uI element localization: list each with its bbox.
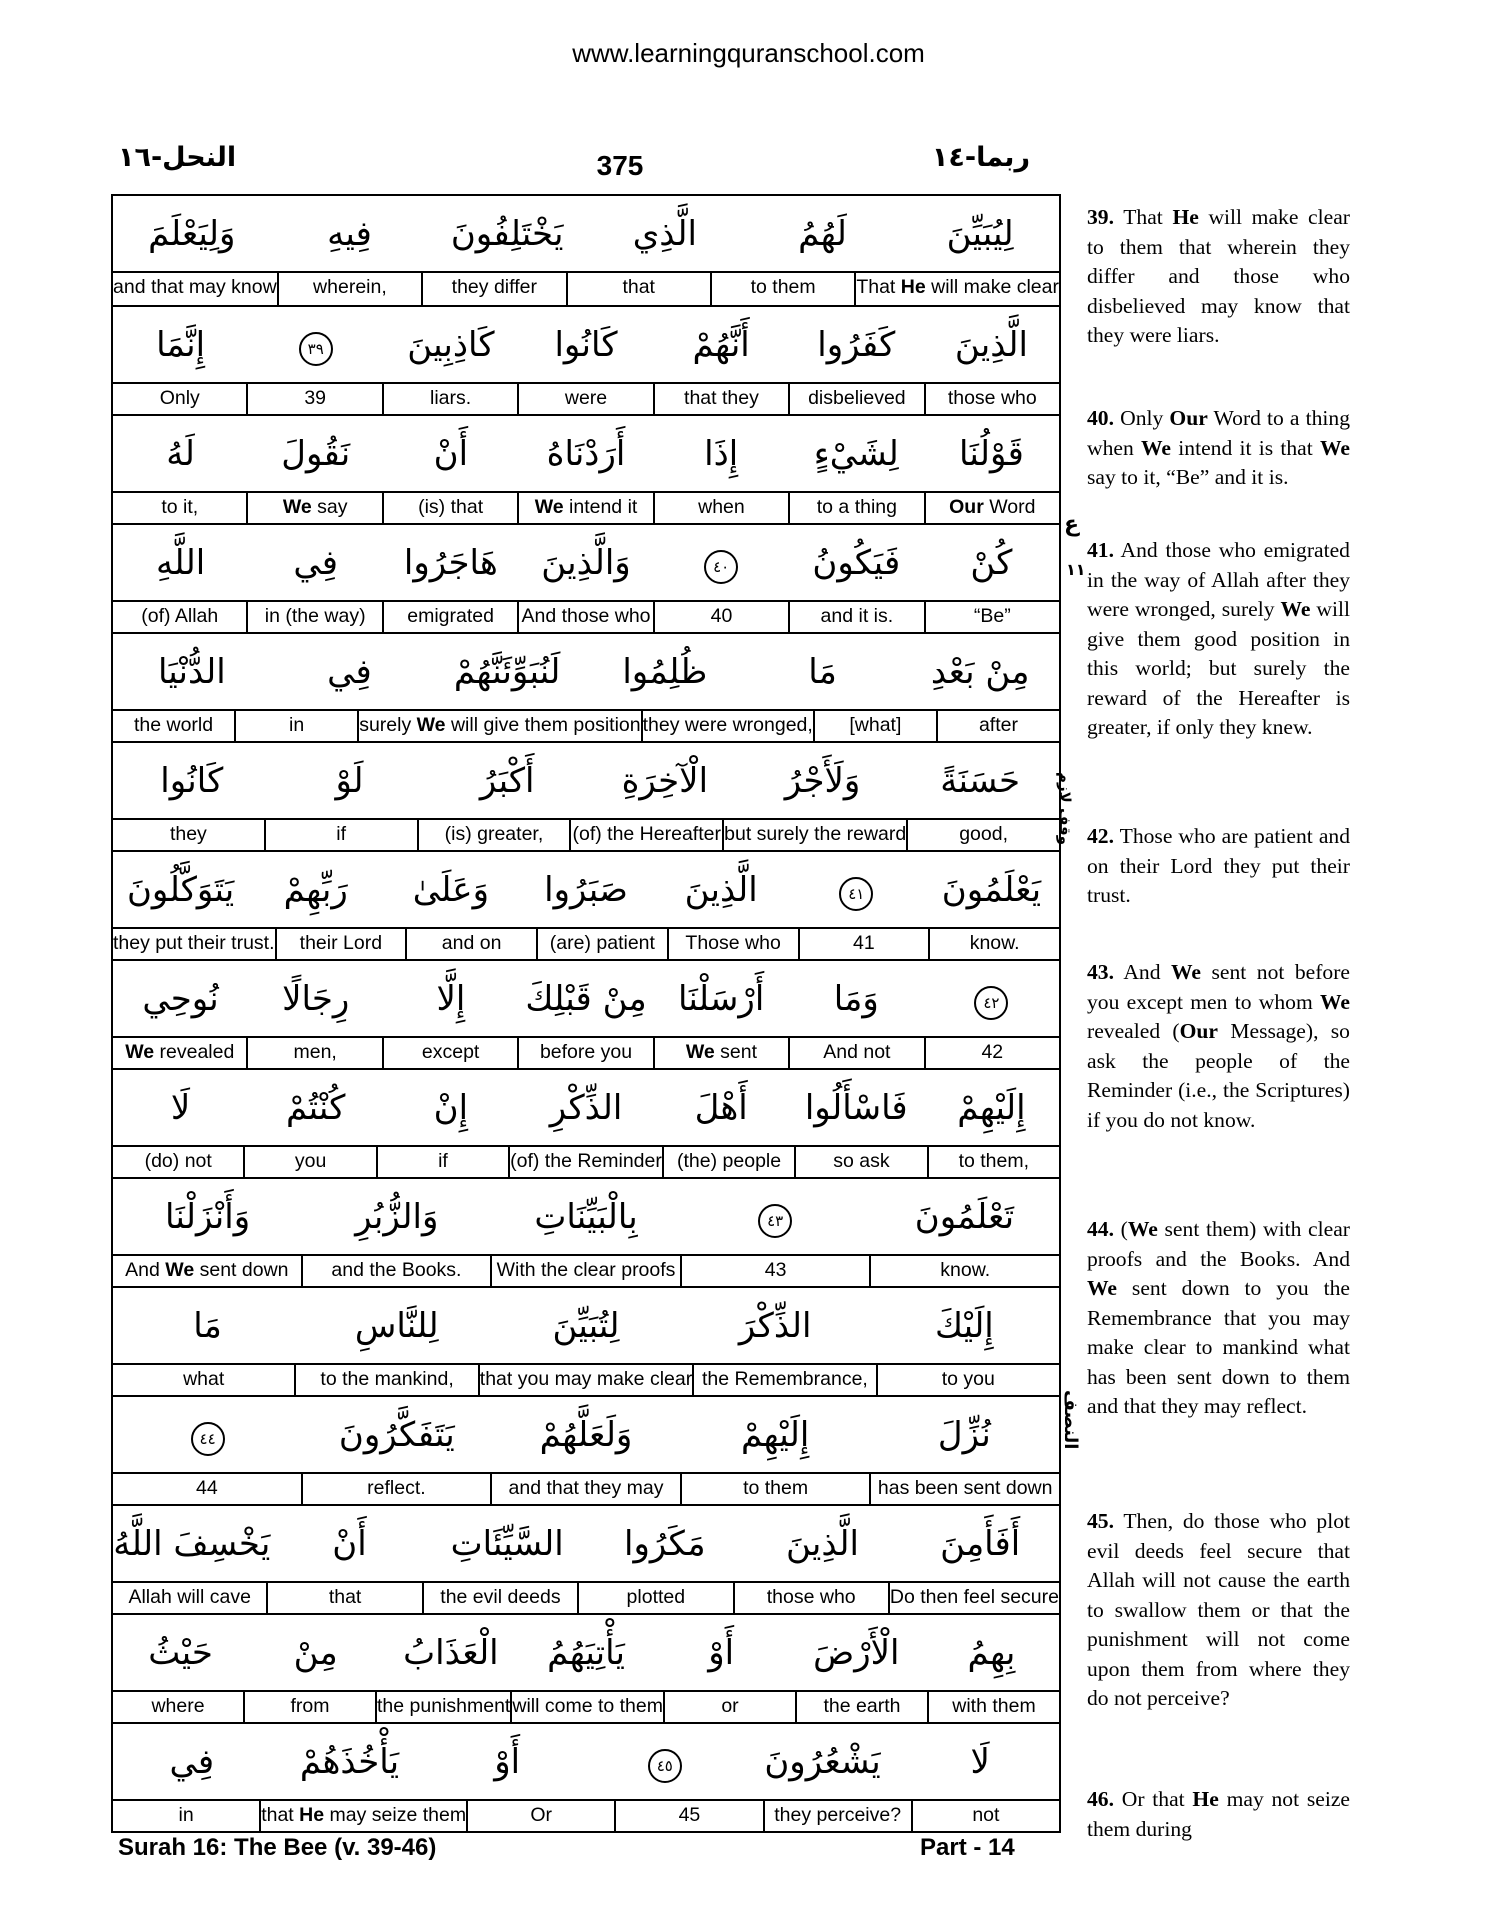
english-gloss-cell: not: [911, 1801, 1059, 1831]
arabic-word: فِي: [169, 1741, 215, 1782]
verse-number-marker: [681, 1195, 870, 1238]
english-gloss-cell: they: [169, 823, 207, 845]
english-gloss-cell: and that may know: [113, 276, 277, 298]
arabic-line: [113, 525, 1059, 602]
english-gloss-cell: that you may make clear: [478, 1365, 692, 1395]
verse-number: 39.: [1087, 205, 1114, 229]
verse-number-marker: [924, 977, 1059, 1020]
english-gloss-cell: to it,: [161, 496, 199, 518]
arabic-word: الَّذِينَ: [785, 1523, 859, 1564]
english-gloss-cell: so ask: [794, 1147, 926, 1177]
english-gloss-cell: those who: [924, 384, 1059, 414]
arabic-word: كَاذِبِينَ: [407, 324, 495, 365]
english-gloss-cell: their Lord: [275, 929, 406, 959]
english-gloss-cell: plotted: [577, 1583, 732, 1613]
arabic-word: وَلَعَلَّهُمْ: [539, 1414, 633, 1455]
english-gloss-cell: We revealed: [125, 1041, 235, 1063]
english-gloss-cell: (the) people: [662, 1147, 794, 1177]
english-gloss-line: [113, 711, 1059, 741]
arabic-word: مِنْ: [293, 1632, 338, 1673]
arabic-word: نُوحِي: [142, 978, 219, 1019]
english-gloss-cell: (do) not: [144, 1150, 212, 1172]
english-gloss-line: [113, 273, 1059, 305]
verse-end-circle: ٣٩: [299, 332, 333, 366]
english-gloss-cell: surely We will give them position: [357, 711, 640, 741]
arabic-word: بِهِمُ: [967, 1632, 1016, 1673]
english-gloss-cell: the punishment: [375, 1692, 510, 1722]
verse-number-marker: [113, 1413, 302, 1456]
arabic-word: الذِّكْرَ: [738, 1305, 812, 1346]
arabic-word: لَوْ: [335, 760, 364, 801]
verse-row: [113, 632, 1059, 741]
arabic-word: الذِّكْرِ: [549, 1087, 623, 1128]
arabic-word: فَيَكُونُ: [812, 542, 901, 583]
arabic-line: [113, 1288, 1059, 1365]
english-gloss-cell: (of) Allah: [141, 605, 219, 627]
translation-text: Or that He may not seize them during: [1087, 1787, 1350, 1841]
english-gloss-cell: the Remembrance,: [692, 1365, 875, 1395]
arabic-word: إِلَّا: [436, 978, 466, 1019]
translation-text: And those who emigrated in the way of Allah after they were wronged, surely We will give them good position in this world; but surely the reward of the Hereafter is greater, if only they knew.: [1087, 538, 1350, 739]
ruku-numbers: ١١: [1066, 560, 1086, 579]
arabic-word: لَنُبَوِّئَنَّهُمْ: [453, 651, 561, 692]
english-gloss-cell: they put their trust.: [113, 932, 275, 954]
arabic-word: رَبِّهِمْ: [283, 869, 348, 910]
arabic-word: يَخْتَلِفُونَ: [450, 213, 564, 254]
arabic-word: ظُلِمُوا: [622, 651, 708, 692]
arabic-word: أَهْلَ: [694, 1087, 748, 1128]
english-gloss-cell: that they: [653, 384, 788, 414]
translation-paragraph: [1087, 958, 1350, 1135]
english-gloss-cell: (is) greater,: [417, 820, 570, 850]
english-gloss-cell: disbelieved: [788, 384, 923, 414]
nisf-mark: النصف: [1060, 1390, 1081, 1450]
verse-number: 45.: [1087, 1509, 1114, 1533]
arabic-line: [113, 1615, 1059, 1692]
english-gloss-cell: or: [663, 1692, 795, 1722]
arabic-word: وَالزُّبُرِ: [355, 1196, 439, 1237]
english-gloss-cell: if: [264, 820, 417, 850]
english-gloss-cell: And those who: [517, 602, 652, 632]
verse-row: [113, 1286, 1059, 1395]
translation-text: And We sent not before you except men to whom We revealed (Our Message), so ask the people of the Reminder (i.e., the Scriptures) if you do not know.: [1087, 960, 1350, 1132]
english-gloss-line: [113, 1256, 1059, 1286]
arabic-word: لِتُبَيِّنَ: [552, 1305, 620, 1346]
english-gloss-cell: (of) the Hereafter: [569, 820, 722, 850]
arabic-word: اللَّهِ: [155, 542, 206, 583]
translation-paragraph: [1087, 1507, 1350, 1714]
arabic-word: الدُّنْيَا: [157, 651, 226, 692]
english-gloss-cell: in: [178, 1804, 194, 1826]
english-gloss-line: [113, 820, 1059, 850]
arabic-word: مِنْ بَعْدِ: [930, 651, 1030, 692]
arabic-line: [113, 1179, 1059, 1256]
verse-number: 42.: [1087, 824, 1114, 848]
verse-number: 41.: [1087, 538, 1114, 562]
english-gloss-cell: know.: [928, 929, 1059, 959]
arabic-word: يَخْسِفَ اللَّهُ: [113, 1523, 271, 1564]
english-gloss-cell: 44: [195, 1477, 218, 1499]
arabic-line: [113, 743, 1059, 820]
arabic-word: وَمَا: [833, 978, 879, 1019]
arabic-word: أَوْ: [708, 1632, 735, 1673]
verse-row: [113, 1068, 1059, 1177]
translation-text: Those who are patient and on their Lord they put their trust.: [1087, 824, 1350, 907]
english-gloss-line: [113, 1365, 1059, 1395]
footer-surah-title: Surah 16: The Bee (v. 39-46): [118, 1834, 437, 1861]
verse-row: [113, 1177, 1059, 1286]
arabic-word: الَّذِي: [632, 213, 697, 254]
english-gloss-cell: they differ: [421, 273, 565, 305]
arabic-word: صَبَرُوا: [544, 869, 628, 910]
verse-row: [113, 1504, 1059, 1613]
arabic-word: تَعْلَمُونَ: [914, 1196, 1015, 1237]
english-gloss-line: [113, 602, 1059, 632]
arabic-word: إِلَيْهِمْ: [957, 1087, 1026, 1128]
translation-text: (We sent them) with clear proofs and the Books. And We sent down to you the Remembrance that you may make clear to mankind what has been sent down to them and that they may reflect.: [1087, 1217, 1350, 1418]
arabic-word: لِلنَّاسِ: [354, 1305, 439, 1346]
verse-end-circle: ٤٣: [758, 1204, 792, 1238]
english-gloss-cell: to the mankind,: [294, 1365, 477, 1395]
english-gloss-cell: before you: [517, 1038, 652, 1068]
arabic-line: [113, 196, 1059, 273]
english-gloss-cell: in: [234, 711, 357, 741]
english-gloss-cell: they were wronged,: [641, 711, 813, 741]
english-gloss-cell: were: [517, 384, 652, 414]
arabic-word: مَا: [193, 1305, 222, 1346]
arabic-word: يَتَفَكَّرُونَ: [338, 1414, 455, 1455]
verse-number: 40.: [1087, 406, 1114, 430]
arabic-word: إِلَيْكَ: [935, 1305, 994, 1346]
english-gloss-cell: what: [183, 1368, 225, 1390]
footer-part: Part - 14: [920, 1834, 1015, 1861]
translation-paragraph: [1087, 536, 1350, 743]
arabic-word: كَانُوا: [160, 760, 224, 801]
verse-row: [113, 850, 1059, 959]
arabic-word: حَسَنَةً: [940, 760, 1021, 801]
arabic-word: بِالْبَيِّنَاتِ: [534, 1196, 638, 1237]
arabic-word: يَعْلَمُونَ: [941, 869, 1042, 910]
arabic-word: أَوْ: [494, 1741, 521, 1782]
english-gloss-cell: and it is.: [788, 602, 923, 632]
arabic-word: أَرَدْنَاهُ: [546, 433, 626, 474]
arabic-line: [113, 416, 1059, 493]
english-gloss-cell: where: [151, 1695, 205, 1717]
english-gloss-cell: With the clear proofs: [490, 1256, 680, 1286]
english-gloss-cell: to a thing: [788, 493, 923, 523]
arabic-word: وَلَأَجْرُ: [784, 760, 861, 801]
english-gloss-cell: And We sent down: [125, 1259, 289, 1281]
verse-number: 44.: [1087, 1217, 1114, 1241]
english-gloss-cell: 40: [653, 602, 788, 632]
english-gloss-cell: wherein,: [277, 273, 421, 305]
arabic-word: أَنْ: [332, 1523, 367, 1564]
verse-row: [113, 1722, 1059, 1831]
verse-end-circle: ٤٠: [704, 550, 738, 584]
english-gloss-cell: 42: [924, 1038, 1059, 1068]
english-gloss-cell: good,: [906, 820, 1059, 850]
english-gloss-cell: Our Word: [924, 493, 1059, 523]
english-gloss-line: [113, 1692, 1059, 1722]
arabic-word: لَهُ: [166, 433, 195, 474]
arabic-word: نُزِّلَ: [937, 1414, 991, 1455]
arabic-word: السَّيِّئَاتِ: [450, 1523, 564, 1564]
english-gloss-cell: men,: [246, 1038, 381, 1068]
arabic-word: يَأْخُذَهُمْ: [299, 1741, 400, 1782]
surah-label: النحل-١٦: [118, 142, 237, 173]
arabic-word: إِنَّمَا: [156, 324, 206, 365]
arabic-word: وَأَنْزَلْنَا: [165, 1196, 251, 1237]
word-by-word-grid: [111, 194, 1061, 1833]
english-gloss-line: [113, 929, 1059, 959]
arabic-word: هَاجَرُوا: [403, 542, 498, 583]
english-gloss-line: [113, 1801, 1059, 1831]
english-gloss-line: [113, 384, 1059, 414]
arabic-word: إِنْ: [433, 1087, 469, 1128]
english-gloss-line: [113, 1583, 1059, 1613]
english-gloss-line: [113, 1474, 1059, 1504]
english-gloss-cell: the world: [133, 714, 214, 736]
english-gloss-cell: the earth: [795, 1692, 927, 1722]
verse-number: 43.: [1087, 960, 1114, 984]
verse-number-marker: [248, 323, 383, 366]
english-gloss-cell: 43: [680, 1256, 870, 1286]
arabic-word: لِشَيْءٍ: [813, 433, 899, 474]
verse-row: [113, 1613, 1059, 1722]
translation-paragraph: [1087, 203, 1350, 351]
verse-row: [113, 523, 1059, 632]
verse-row: [113, 196, 1059, 305]
verse-number: 46.: [1087, 1787, 1114, 1811]
verse-row: [113, 305, 1059, 414]
english-gloss-cell: know.: [869, 1256, 1059, 1286]
english-gloss-cell: reflect.: [301, 1474, 491, 1504]
english-gloss-cell: that: [266, 1583, 421, 1613]
site-url[interactable]: www.learningquranschool.com: [572, 38, 925, 68]
translation-paragraph: [1087, 404, 1350, 493]
arabic-word: كَفَرُوا: [817, 324, 896, 365]
ruku-mark: ع: [1064, 512, 1080, 537]
arabic-word: كَانُوا: [554, 324, 618, 365]
arabic-word: حَيْثُ: [148, 1632, 213, 1673]
english-gloss-cell: emigrated: [382, 602, 517, 632]
english-gloss-cell: in (the way): [246, 602, 381, 632]
arabic-word: يَشْعُرُونَ: [764, 1741, 881, 1782]
arabic-word: يَأْتِيَهُمُ: [547, 1632, 625, 1673]
arabic-word: رِجَالًا: [282, 978, 350, 1019]
arabic-word: الْعَذَابُ: [403, 1632, 499, 1673]
english-gloss-cell: We sent: [653, 1038, 788, 1068]
arabic-line: [113, 961, 1059, 1038]
arabic-line: [113, 307, 1059, 384]
english-gloss-line: [113, 1038, 1059, 1068]
arabic-word: أَرْسَلْنَا: [678, 978, 765, 1019]
english-gloss-cell: that He may seize them: [259, 1801, 466, 1831]
english-gloss-cell: (are) patient: [536, 929, 667, 959]
translation-paragraph: [1087, 1785, 1350, 1844]
english-gloss-cell: Those who: [667, 929, 798, 959]
verse-end-circle: ٤٥: [648, 1749, 682, 1783]
arabic-word: إِذَا: [704, 433, 739, 474]
english-gloss-cell: We say: [246, 493, 381, 523]
english-gloss-cell: to them: [680, 1474, 870, 1504]
arabic-word: الْأَرْضَ: [813, 1632, 900, 1673]
verse-end-circle: ٤١: [839, 877, 873, 911]
arabic-word: كُنْتُمْ: [286, 1087, 346, 1128]
english-gloss-cell: with them: [927, 1692, 1059, 1722]
english-gloss-cell: to them: [710, 273, 854, 305]
verse-row: [113, 959, 1059, 1068]
verse-number-marker: [654, 541, 789, 584]
arabic-word: الْآخِرَةِ: [621, 760, 709, 801]
translation-paragraph: [1087, 822, 1350, 911]
arabic-word: لَهُمُ: [798, 213, 847, 254]
arabic-word: فِيهِ: [327, 213, 372, 254]
juz-label: ربما-١٤: [931, 142, 1030, 173]
verse-row: [113, 741, 1059, 850]
arabic-word: نَقُولَ: [281, 433, 351, 474]
english-gloss-cell: That He will make clear: [854, 273, 1059, 305]
english-gloss-cell: if: [376, 1147, 508, 1177]
arabic-word: لَا: [170, 1087, 191, 1128]
english-gloss-cell: they perceive?: [763, 1801, 911, 1831]
verse-row: [113, 414, 1059, 523]
english-gloss-line: [113, 1147, 1059, 1177]
translation-paragraph: [1087, 1215, 1350, 1422]
arabic-word: مِنْ قَبْلِكَ: [525, 978, 647, 1019]
english-gloss-cell: Do then feel secure: [888, 1583, 1059, 1613]
arabic-word: قَوْلُنَا: [959, 433, 1024, 474]
arabic-line: [113, 1397, 1059, 1474]
english-gloss-cell: and on: [405, 929, 536, 959]
translation-text: Only Our Word to a thing when We intend it is that We say to it, “Be” and it is.: [1087, 406, 1351, 489]
arabic-word: الَّذِينَ: [954, 324, 1028, 365]
arabic-line: [113, 634, 1059, 711]
page-number: 375: [596, 150, 644, 181]
english-gloss-cell: 45: [614, 1801, 762, 1831]
english-gloss-cell: but surely the reward: [722, 820, 906, 850]
english-gloss-cell: will come to them: [510, 1692, 663, 1722]
arabic-word: فِي: [327, 651, 372, 692]
waqf-mark: وقف لازم: [1056, 772, 1074, 846]
english-gloss-cell: you: [243, 1147, 375, 1177]
verse-end-circle: ٤٢: [974, 986, 1008, 1020]
arabic-word: فَاسْأَلُوا: [804, 1087, 908, 1128]
arabic-word: أَنْ: [433, 433, 469, 474]
english-gloss-cell: Only: [159, 387, 200, 409]
english-gloss-cell: And not: [788, 1038, 923, 1068]
verse-number-marker: [586, 1740, 744, 1783]
arabic-line: [113, 1070, 1059, 1147]
arabic-word: لَا: [970, 1741, 990, 1782]
translation-text: Then, do those who plot evil deeds feel secure that Allah will not cause the earth to swallow them or that the punishment will not come upon them from where they do not perceive?: [1087, 1509, 1350, 1710]
arabic-word: كُنْ: [970, 542, 1013, 583]
english-gloss-cell: and that they may: [490, 1474, 680, 1504]
english-gloss-cell: when: [653, 493, 788, 523]
arabic-word: إِلَيْهِمْ: [741, 1414, 810, 1455]
english-gloss-cell: those who: [733, 1583, 888, 1613]
english-gloss-cell: except: [382, 1038, 517, 1068]
verse-row: [113, 1395, 1059, 1504]
english-gloss-cell: 39: [246, 384, 381, 414]
arabic-word: لِيُبَيِّنَ: [946, 213, 1014, 254]
arabic-word: وَالَّذِينَ: [541, 542, 631, 583]
english-gloss-cell: has been sent down: [869, 1474, 1059, 1504]
english-gloss-cell: [what]: [813, 711, 936, 741]
arabic-word: أَكْبَرُ: [479, 760, 535, 801]
english-gloss-cell: (is) that: [382, 493, 517, 523]
english-gloss-line: [113, 493, 1059, 523]
verse-number-marker: [789, 868, 924, 911]
arabic-word: فِي: [293, 542, 339, 583]
arabic-word: الَّذِينَ: [684, 869, 758, 910]
english-gloss-cell: We intend it: [517, 493, 652, 523]
arabic-word: يَتَوَكَّلُونَ: [126, 869, 235, 910]
english-gloss-cell: Allah will cave: [128, 1586, 251, 1608]
arabic-word: وَعَلَىٰ: [412, 869, 490, 910]
english-gloss-cell: (of) the Reminder: [508, 1147, 662, 1177]
arabic-word: أَنَّهُمْ: [692, 324, 750, 365]
arabic-word: وَلِيَعْلَمَ: [148, 213, 236, 254]
english-gloss-cell: to them,: [927, 1147, 1059, 1177]
english-gloss-cell: after: [936, 711, 1059, 741]
english-gloss-cell: that: [566, 273, 710, 305]
verse-end-circle: ٤٤: [191, 1422, 225, 1456]
english-gloss-cell: 41: [798, 929, 929, 959]
arabic-word: مَا: [808, 651, 837, 692]
arabic-word: مَكَرُوا: [624, 1523, 706, 1564]
arabic-word: أَفَأَمِنَ: [940, 1523, 1021, 1564]
english-gloss-cell: “Be”: [924, 602, 1059, 632]
english-gloss-cell: Or: [466, 1801, 614, 1831]
english-gloss-cell: the evil deeds: [422, 1583, 577, 1613]
english-gloss-cell: to you: [876, 1365, 1059, 1395]
arabic-line: [113, 1724, 1059, 1801]
arabic-line: [113, 1506, 1059, 1583]
english-gloss-cell: and the Books.: [301, 1256, 491, 1286]
arabic-line: [113, 852, 1059, 929]
english-gloss-cell: liars.: [382, 384, 517, 414]
english-gloss-cell: from: [243, 1692, 375, 1722]
translation-text: That He will make clear to them that wherein they differ and those who disbelieved may know that they were liars.: [1087, 205, 1350, 347]
